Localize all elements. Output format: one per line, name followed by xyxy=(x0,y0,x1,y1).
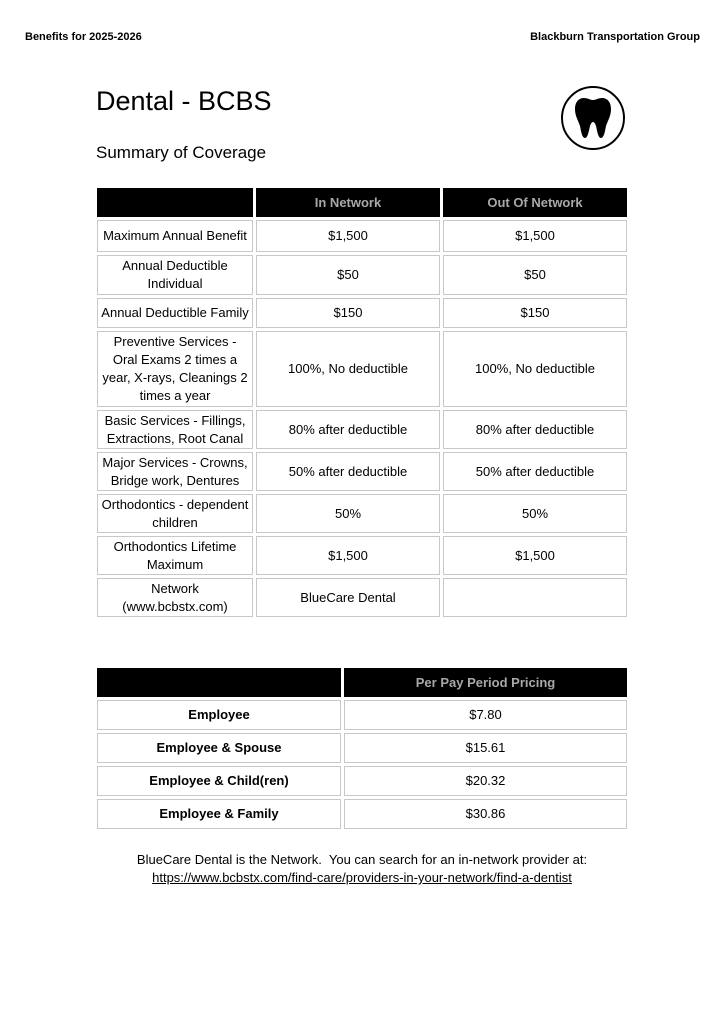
coverage-label: Maximum Annual Benefit xyxy=(97,220,253,252)
coverage-in-value: 100%, No deductible xyxy=(256,331,440,407)
header-left: Benefits for 2025-2026 xyxy=(25,31,142,43)
table-row xyxy=(97,494,627,533)
tier-price: $7.80 xyxy=(344,700,627,730)
coverage-header-in-network: In Network xyxy=(256,188,440,217)
tooth-icon xyxy=(561,86,625,150)
table-row xyxy=(97,452,627,491)
coverage-out-value: 50% after deductible xyxy=(443,452,627,491)
table-row xyxy=(97,700,627,730)
pricing-table xyxy=(94,665,630,832)
coverage-out-value xyxy=(443,578,627,617)
coverage-out-value: 50% xyxy=(443,494,627,533)
coverage-in-value: $50 xyxy=(256,255,440,295)
table-row xyxy=(97,799,627,829)
table-row xyxy=(97,331,627,407)
tier-label: Employee & Family xyxy=(97,799,341,829)
tier-price: $30.86 xyxy=(344,799,627,829)
table-row xyxy=(97,255,627,295)
header-right: Blackburn Transportation Group xyxy=(530,31,700,43)
tier-label: Employee & Child(ren) xyxy=(97,766,341,796)
pricing-header-price: Per Pay Period Pricing xyxy=(344,668,627,697)
coverage-in-value: $1,500 xyxy=(256,536,440,575)
coverage-label: Preventive Services - Oral Exams 2 times a year, X-rays, Cleanings 2 times a year xyxy=(97,331,253,407)
coverage-label: Network (www.bcbstx.com) xyxy=(97,578,253,617)
coverage-table xyxy=(94,185,630,620)
coverage-out-value: $150 xyxy=(443,298,627,328)
table-row xyxy=(97,536,627,575)
coverage-label: Major Services - Crowns, Bridge work, Dentures xyxy=(97,452,253,491)
tier-price: $15.61 xyxy=(344,733,627,763)
coverage-out-value: $1,500 xyxy=(443,220,627,252)
tier-label: Employee & Spouse xyxy=(97,733,341,763)
coverage-out-value: 100%, No deductible xyxy=(443,331,627,407)
coverage-label: Orthodontics Lifetime Maximum xyxy=(97,536,253,575)
tier-label: Employee xyxy=(97,700,341,730)
table-row xyxy=(97,578,627,617)
coverage-out-value: $1,500 xyxy=(443,536,627,575)
coverage-in-value: 50% after deductible xyxy=(256,452,440,491)
coverage-label: Basic Services - Fillings, Extractions, Root Canal xyxy=(97,410,253,449)
find-dentist-link[interactable]: https://www.bcbstx.com/find-care/providers-in-your-network/find-a-dentist xyxy=(152,870,572,885)
page-title: Dental - BCBS xyxy=(96,86,272,116)
coverage-label: Orthodontics - dependent children xyxy=(97,494,253,533)
coverage-in-value: 50% xyxy=(256,494,440,533)
coverage-out-value: $50 xyxy=(443,255,627,295)
table-row xyxy=(97,410,627,449)
coverage-label: Annual Deductible Individual xyxy=(97,255,253,295)
tier-price: $20.32 xyxy=(344,766,627,796)
network-note-text: BlueCare Dental is the Network. You can search for an in-network provider at: xyxy=(136,852,588,867)
pricing-header-row xyxy=(97,668,627,697)
pricing-header-blank xyxy=(97,668,341,697)
table-row xyxy=(97,766,627,796)
coverage-label: Annual Deductible Family xyxy=(97,298,253,328)
table-row xyxy=(97,733,627,763)
coverage-header-row xyxy=(97,188,627,217)
table-row xyxy=(97,298,627,328)
coverage-in-value: $1,500 xyxy=(256,220,440,252)
coverage-in-value: BlueCare Dental xyxy=(256,578,440,617)
coverage-header-out-network: Out Of Network xyxy=(443,188,627,217)
coverage-out-value: 80% after deductible xyxy=(443,410,627,449)
network-note xyxy=(94,851,630,887)
coverage-header-blank xyxy=(97,188,253,217)
coverage-in-value: 80% after deductible xyxy=(256,410,440,449)
page-subtitle: Summary of Coverage xyxy=(96,143,267,162)
table-row xyxy=(97,220,627,252)
coverage-in-value: $150 xyxy=(256,298,440,328)
